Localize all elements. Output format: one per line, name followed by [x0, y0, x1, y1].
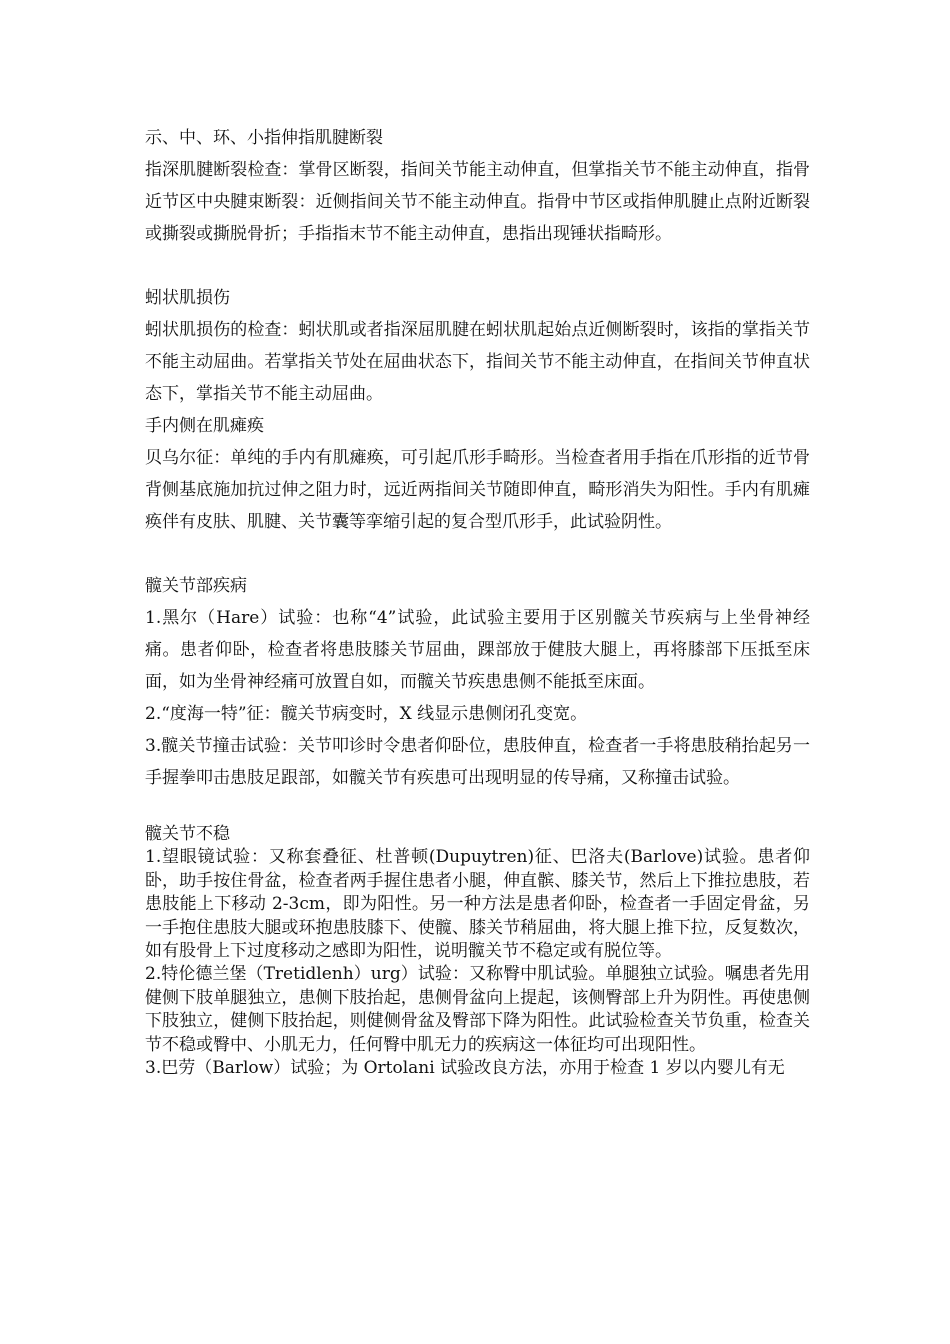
paragraph-telescope-test: 1.望眼镜试验：又称套叠征、杜普顿(Dupuytren)征、巴洛夫(Barlove)试验。患者仰卧，助手按住骨盆，检查者两手握住患者小腿，伸直髌、膝关节，然后上下推拉患肢，若患肢能上下移动 2-3cm，即为阳性。另一种方法是患者仰卧，检查者一手固定骨盆，另一手抱住患肢大腿或环抱患肢膝下、使髋、膝关节稍屈曲，将大腿上推下拉，反复数次，如有股骨上下过度移动之感即为阳性，说明髋关节不稳定或有脱位等。	[145, 847, 810, 962]
document-body	[145, 122, 810, 1080]
paragraph-trendelenburg-test: 2.特伦德兰堡（Tretidlenh）urg）试验：又称臀中肌试验。单腿独立试验。嘱患者先用健侧下肢单腿独立，患侧下肢抬起，患侧骨盆向上提起，该侧臀部上升为阴性。再使患侧下肢独立，健侧下肢抬起，则健侧骨盆及臀部下降为阳性。此试验检查关节负重，检查关节不稳或臀中、小肌无力，任何臀中肌无力的疾病这一体征均可出现阳性。	[145, 964, 810, 1055]
spacer	[145, 250, 810, 282]
paragraph-bouvier-sign: 贝乌尔征：单纯的手内有肌瘫痪，可引起爪形手畸形。当检查者用手指在爪形指的近节骨背侧基底施加抗过伸之阻力时，远近两指间关节随即伸直，畸形消失为阳性。手内有肌瘫痪伴有皮肤、肌腱、关节囊等挛缩引起的复合型爪形手，此试验阴性。	[145, 448, 810, 532]
heading-lumbrical-injury: 蚓状肌损伤	[145, 288, 230, 308]
paragraph-barlow-test: 3.巴劳（Barlow）试验；为 Ortolani 试验改良方法，亦用于检查 1 岁以内婴儿有无	[145, 1058, 785, 1079]
paragraph-duhaite-sign: 2.“度海一特”征：髋关节病变时，X 线显示患侧闭孔变宽。	[145, 704, 588, 724]
heading-hip-instability: 髋关节不稳	[145, 824, 230, 844]
heading-hip-disease: 髋关节部疾病	[145, 576, 247, 596]
heading-intrinsic-paralysis: 手内侧在肌瘫痪	[145, 416, 264, 436]
section-upper	[145, 122, 810, 794]
paragraph-flexor-tendon-exam: 指深肌腱断裂检查：掌骨区断裂，指间关节能主动伸直，但掌指关节不能主动伸直，指骨近节区中央腱束断裂：近侧指间关节不能主动伸直。指骨中节区或指伸肌腱止点附近断裂或撕裂或撕脱骨折；手指指末节不能主动伸直，患指出现锤状指畸形。	[145, 160, 810, 244]
paragraph-hip-percussion-test: 3.髋关节撞击试验：关节叩诊时令患者仰卧位，患肢伸直，检查者一手将患肢稍抬起另一手握拳叩击患肢足跟部，如髋关节有疾患可出现明显的传导痛，又称撞击试验。	[145, 736, 810, 788]
paragraph-lumbrical-exam: 蚓状肌损伤的检查：蚓状肌或者指深屈肌腱在蚓状肌起始点近侧断裂时，该指的掌指关节不能主动屈曲。若掌指关节处在屈曲状态下，指间关节不能主动伸直，在指间关节伸直状态下，掌指关节不能主动屈曲。	[145, 320, 810, 404]
paragraph-hare-test: 1.黑尔（Hare）试验：也称“4”试验，此试验主要用于区别髋关节疾病与上坐骨神经痛。患者仰卧，检查者将患肢膝关节屈曲，踝部放于健肢大腿上，再将膝部下压抵至床面，如为坐骨神经痛可放置自如，而髋关节疾患患侧不能抵至床面。	[145, 608, 810, 692]
spacer	[145, 538, 810, 570]
heading-tendon-rupture: 示、中、环、小指伸指肌腱断裂	[145, 128, 383, 148]
section-lower	[145, 823, 810, 1080]
spacer	[145, 794, 810, 823]
